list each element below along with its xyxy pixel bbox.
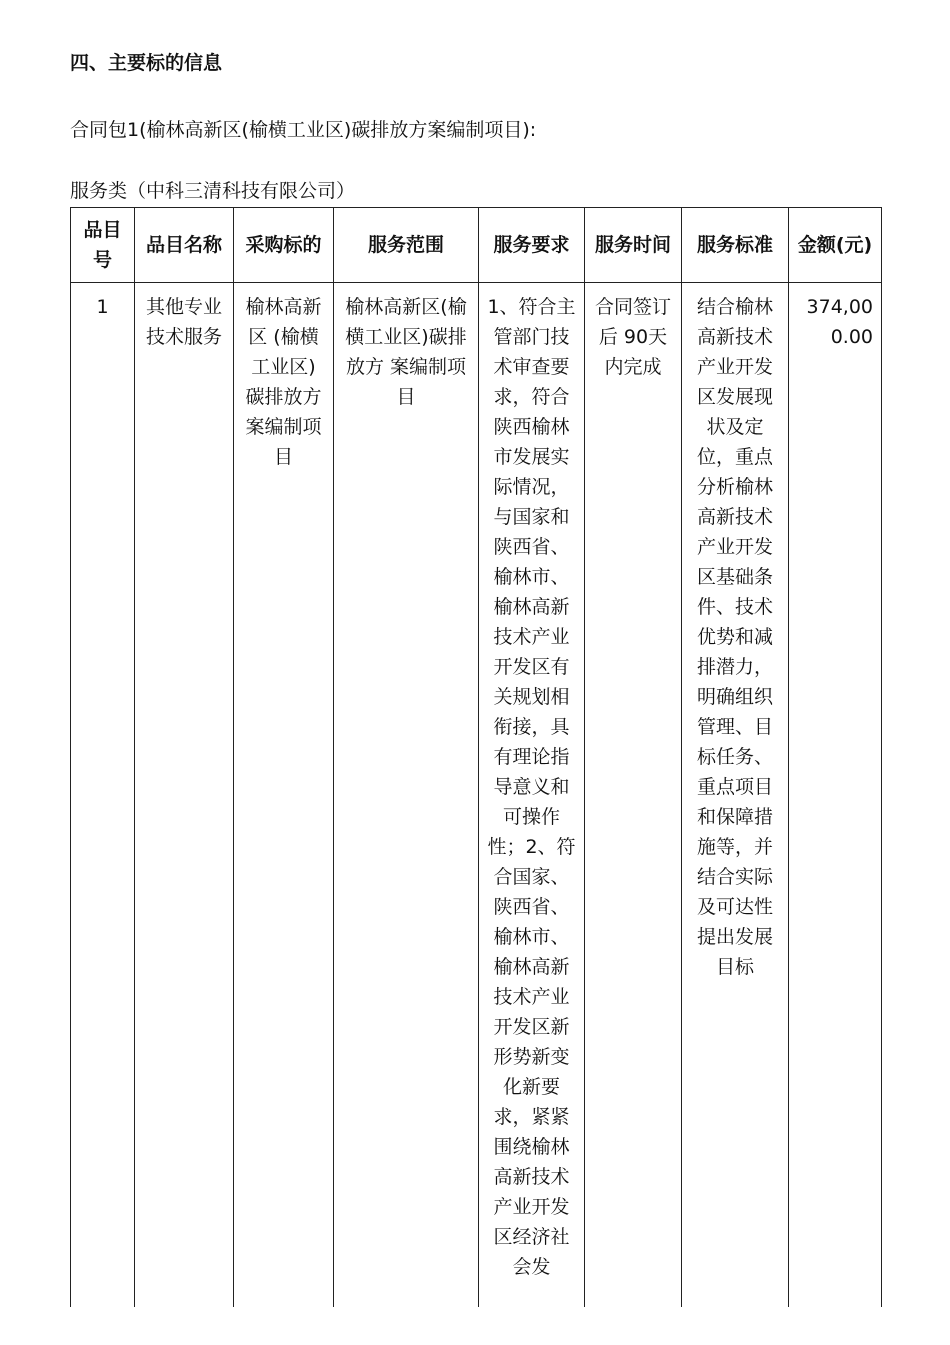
section-title: 四、主要标的信息 xyxy=(70,52,223,74)
cell-item-no: 1 xyxy=(71,283,135,1308)
cell-amount: 374,000.00 xyxy=(789,283,882,1308)
header-time: 服务时间 xyxy=(585,208,682,283)
target-info-table xyxy=(70,207,882,1307)
header-scope: 服务范围 xyxy=(334,208,479,283)
service-class: 服务类（中科三清科技有限公司） xyxy=(70,180,356,202)
table-header-row xyxy=(71,208,882,283)
cell-time: 合同签订后 90天内完成 xyxy=(585,283,682,1308)
cell-standard: 结合榆林高新技术产业开发区发展现状及定位，重点分析榆林高新技术产业开发区基础条件、技术优势和减排潜力，明确组织管理、目标任务、重点项目和保障措施等，并结合实际及可达性提出发展目标 xyxy=(682,283,789,1308)
table-row xyxy=(71,283,882,1308)
header-amount: 金额(元) xyxy=(789,208,882,283)
cell-item-name: 其他专业技术服务 xyxy=(135,283,234,1308)
header-item-name: 品目名称 xyxy=(135,208,234,283)
cell-target: 榆林高新区 (榆横工业区)碳排放方 案编制项目 xyxy=(234,283,334,1308)
header-standard: 服务标准 xyxy=(682,208,789,283)
cell-requirement: 1、符合主管部门技术审查要求，符合陕西榆林市发展实际情况，与国家和陕西省、榆林市、榆林高新技术产业开发区有关规划相衔接，具有理论指导意义和可操作性；2、符合国家、陕西省、榆林市、榆林高新技术产业开发区新形势新变化新要求，紧紧围绕榆林高新技术产业开发区经济社会发 xyxy=(479,283,585,1308)
header-item-no: 品目号 xyxy=(71,208,135,283)
package-title: 合同包1(榆林高新区(榆横工业区)碳排放方案编制项目): xyxy=(70,119,537,141)
header-requirement: 服务要求 xyxy=(479,208,585,283)
target-info-table-container xyxy=(70,207,882,1307)
cell-scope: 榆林高新区(榆横工业区)碳排放方 案编制项目 xyxy=(334,283,479,1308)
header-target: 采购标的 xyxy=(234,208,334,283)
